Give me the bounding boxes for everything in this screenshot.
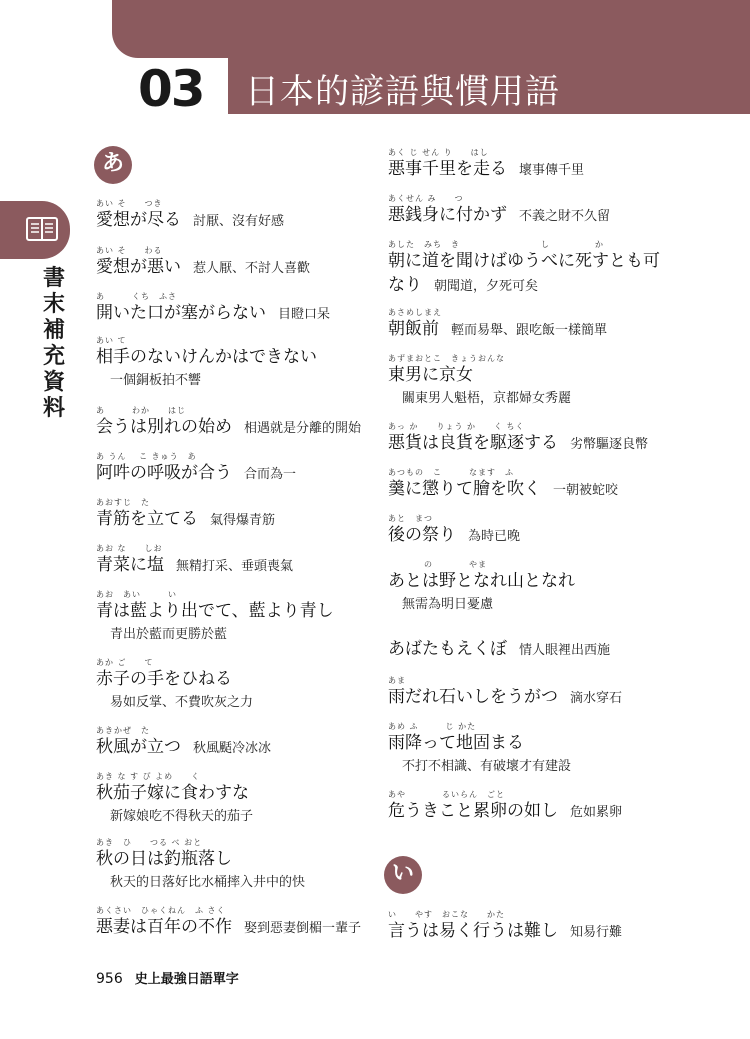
- entry-right-14: [388, 910, 622, 944]
- meaning: 朝聞道，夕死可矣: [434, 279, 539, 294]
- entry-right-4: [388, 308, 607, 342]
- furigana: あま: [388, 676, 406, 685]
- meaning: 劣幣驅逐良幣: [570, 437, 649, 452]
- furigana: あお な しお: [96, 544, 163, 553]
- phrase: 羹に懲りて膾を吹く: [388, 479, 541, 499]
- furigana: あきかぜ た: [96, 726, 150, 735]
- meaning: 輕而易舉、跟吃飯一樣簡單: [451, 323, 608, 338]
- meaning: 無需為明日憂慮: [402, 597, 494, 612]
- phrase: 阿吽の呼吸が合う: [96, 463, 232, 483]
- phrase: 後の祭り: [388, 525, 456, 545]
- furigana: あめ ふ じ かた: [388, 722, 477, 731]
- meaning: 一朝被蛇咬: [553, 483, 619, 498]
- phrase: 東男に京女: [388, 365, 473, 385]
- phrase: 危うきこと累卵の如し: [388, 801, 558, 821]
- section-a-marker: あ: [94, 146, 132, 184]
- furigana: あと まつ: [388, 514, 433, 523]
- furigana: あ くち ふさ: [96, 292, 177, 301]
- side-tab: [0, 201, 70, 259]
- phrase: 青筋を立てる: [96, 509, 198, 529]
- entry-left-7: [96, 498, 275, 532]
- phrase: 青菜に塩: [96, 555, 164, 575]
- phrase: 青は藍より出でて、藍より青し: [96, 601, 334, 621]
- phrase-continued: なり: [388, 275, 422, 295]
- phrase: 悪銭身に付かず: [388, 205, 507, 225]
- furigana: [388, 628, 610, 638]
- phrase: 赤子の手をひねる: [96, 669, 232, 689]
- meaning: 目瞪口呆: [278, 307, 331, 322]
- section-i-marker: い: [384, 856, 422, 894]
- furigana: あくせん み つ: [388, 194, 464, 203]
- phrase: 会うは別れの始め: [96, 417, 232, 437]
- meaning: 不打不相識、有破壞才有建設: [402, 759, 572, 774]
- furigana: あい そ つき: [96, 199, 163, 208]
- furigana: あい そ わる: [96, 246, 163, 255]
- entry-right-6: [388, 422, 648, 456]
- entry-left-12: [96, 772, 253, 826]
- entry-left-14: [96, 906, 361, 940]
- meaning: 惹人厭、不討人喜歡: [193, 261, 311, 276]
- meaning: 無精打采、垂頭喪氣: [176, 559, 294, 574]
- entry-left-9: [96, 590, 334, 644]
- entry-left-4: [96, 336, 317, 390]
- phrase: 悪貨は良貨を駆逐する: [388, 433, 558, 453]
- phrase: 愛想が悪い: [96, 257, 181, 277]
- furigana: い やす おこな かた: [388, 910, 505, 919]
- meaning: 討厭、沒有好感: [193, 214, 285, 229]
- furigana: あや るいらん ごと: [388, 790, 505, 799]
- meaning: 秋天的日落好比水桶摔入井中的快: [110, 875, 306, 890]
- furigana: の やま: [388, 560, 487, 569]
- furigana: あか ご て: [96, 658, 154, 667]
- entry-left-11: [96, 726, 271, 760]
- meaning: 一個銅板拍不響: [110, 373, 202, 388]
- phrase: 雨降って地固まる: [388, 733, 524, 753]
- phrase: 言うは易く行うは難し: [388, 921, 558, 941]
- furigana: あき ひ つる べ おと: [96, 838, 203, 847]
- furigana: あつもの こ なます ふ: [388, 468, 514, 477]
- entry-right-8: [388, 514, 520, 548]
- entry-right-5: [388, 354, 571, 408]
- furigana: あくさい ひゃくねん ふ さく: [96, 906, 226, 915]
- furigana: あっ か りょう か く ちく: [388, 422, 525, 431]
- entry-left-6: [96, 452, 296, 486]
- meaning: 知易行難: [570, 925, 623, 940]
- meaning: 易如反掌、不費吹灰之力: [110, 695, 254, 710]
- book-title: 史上最強日語單字: [134, 972, 239, 987]
- phrase: 秋茄子嫁に食わすな: [96, 783, 249, 803]
- furigana: あおすじ た: [96, 498, 150, 507]
- meaning: 為時已晚: [468, 529, 521, 544]
- chapter-number: 03: [138, 60, 204, 118]
- open-book-icon: [26, 215, 58, 247]
- meaning: 青出於藍而更勝於藍: [110, 627, 228, 642]
- meaning: 娶到惡妻倒楣一輩子: [244, 921, 362, 936]
- entry-right-13: [388, 790, 622, 824]
- entry-left-2: [96, 246, 310, 280]
- entry-right-11: [388, 676, 622, 710]
- meaning: 不義之財不久留: [519, 209, 611, 224]
- entry-right-1: [388, 148, 584, 182]
- entry-right-3: [388, 240, 660, 298]
- phrase: 秋の日は釣瓶落し: [96, 849, 232, 869]
- phrase: 朝飯前: [388, 319, 439, 339]
- furigana: あく じ せん り はし: [388, 148, 489, 157]
- phrase: 開いた口が塞がらない: [96, 303, 266, 323]
- phrase: 朝に道を聞けばゆうべに死すとも可: [388, 251, 660, 271]
- entry-left-5: [96, 406, 361, 440]
- phrase: 悪妻は百年の不作: [96, 917, 232, 937]
- meaning: 新嫁娘吃不得秋天的茄子: [110, 809, 254, 824]
- furigana: あい て: [96, 336, 127, 345]
- entry-right-12: [388, 722, 571, 776]
- phrase: あとは野となれ山となれ: [388, 571, 575, 591]
- furigana: あき な す び よめ く: [96, 772, 201, 781]
- meaning: 情人眼裡出西施: [519, 643, 611, 658]
- page-number: 956: [96, 971, 123, 987]
- phrase: 相手のないけんかはできない: [96, 347, 317, 367]
- side-tab-label: 書末補充資料: [42, 266, 65, 421]
- entry-right-9: [388, 560, 575, 614]
- furigana: あ わか はじ: [96, 406, 186, 415]
- meaning: 合而為一: [244, 467, 297, 482]
- furigana: あさめしまえ: [388, 308, 442, 317]
- page-title: 日本的諺語與慣用語: [245, 72, 560, 112]
- entry-left-1: [96, 199, 284, 233]
- phrase: 雨だれ石いしをうがつ: [388, 687, 558, 707]
- meaning: 相遇就是分離的開始: [244, 421, 362, 436]
- furigana: あ うん こ きゅう あ: [96, 452, 197, 461]
- phrase: 愛想が尽る: [96, 210, 181, 230]
- footer: [96, 968, 239, 987]
- meaning: 滴水穿石: [570, 691, 623, 706]
- entry-right-2: [388, 194, 610, 228]
- entry-left-13: [96, 838, 305, 892]
- meaning: 秋風颳冷冰冰: [193, 741, 272, 756]
- entry-left-10: [96, 658, 253, 712]
- entry-right-10: [388, 628, 610, 662]
- furigana: あお あい い: [96, 590, 177, 599]
- meaning: 關東男人魁梧，京都婦女秀麗: [402, 391, 572, 406]
- phrase: 悪事千里を走る: [388, 159, 507, 179]
- furigana: あした みち き し か: [388, 240, 604, 249]
- meaning: 危如累卵: [570, 805, 623, 820]
- entry-left-3: [96, 292, 330, 326]
- header-band: [112, 0, 750, 58]
- meaning: 氣得爆青筋: [210, 513, 276, 528]
- entry-left-8: [96, 544, 293, 578]
- meaning: 壞事傳千里: [519, 163, 585, 178]
- furigana: あずまおとこ きょうおんな: [388, 354, 505, 363]
- phrase: 秋風が立つ: [96, 737, 181, 757]
- phrase: あばたもえくぼ: [388, 639, 507, 659]
- entry-right-7: [388, 468, 618, 502]
